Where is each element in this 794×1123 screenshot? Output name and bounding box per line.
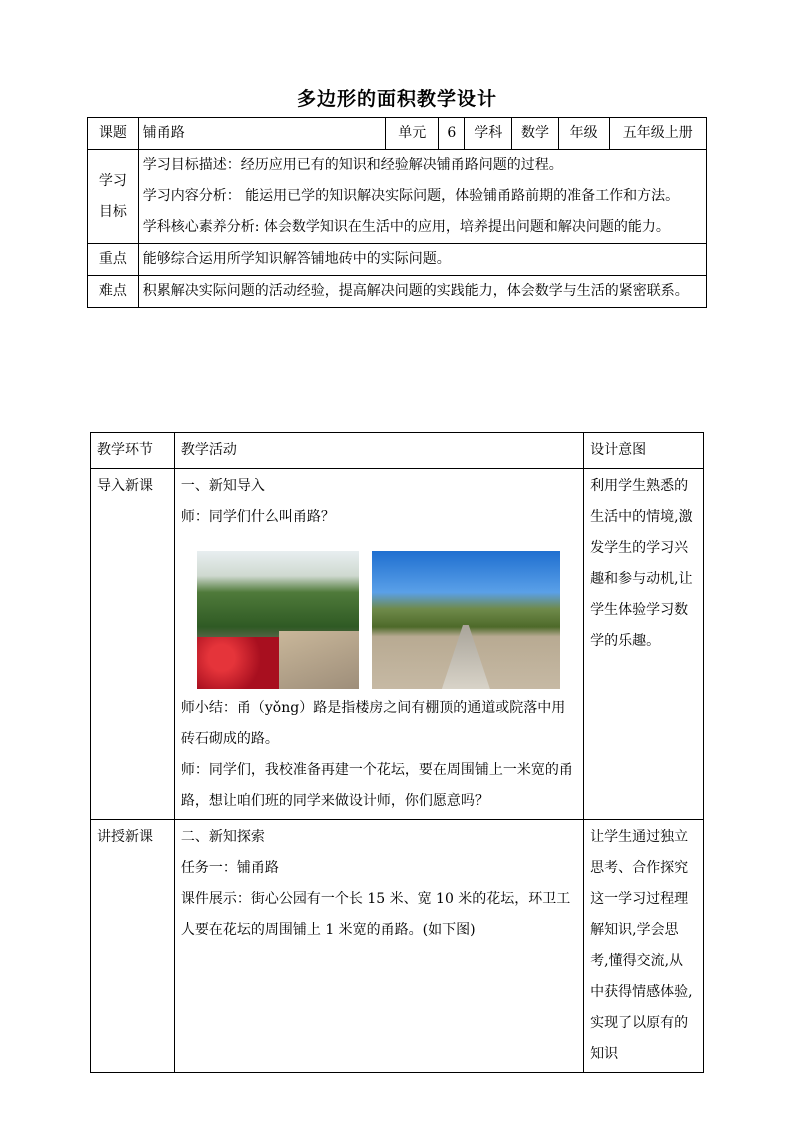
goals-label [88, 150, 139, 244]
intro-question: 师：同学们什么叫甬路？ [180, 509, 335, 525]
subject-label: 学科 [465, 118, 512, 150]
photo-group [181, 541, 577, 693]
paved-path-photo [372, 551, 560, 689]
stage-new: 讲授新课 [91, 820, 175, 1073]
difficulty-value: 积累解决实际问题的活动经验，提高解决问题的实践能力，体会数学与生活的紧密联系。 [138, 276, 706, 308]
street-flowerbed-photo [197, 551, 359, 689]
sidewalk-shape [279, 631, 359, 689]
red-flowers-shape [197, 637, 279, 689]
new-heading: 二、新知探索 [180, 829, 265, 845]
grade-value: 五年级上册 [609, 118, 706, 150]
goal-content-analysis: 学习内容分析： 能运用已学的知识解决实际问题，体验铺甬路前期的准备工作和方法。 [142, 188, 680, 204]
stage-intro: 导入新课 [91, 469, 175, 820]
intent-new: 让学生通过独立思考、合作探究这一学习过程理解知识,学会思考,懂得交流,从中获得情感体验,实现了以原有的知识 [584, 820, 704, 1073]
goals-label-line1: 学习 [98, 172, 127, 189]
intro-task: 师：同学们，我校准备再建一个花坛，要在周围铺上一米宽的甬路，想让咱们班的同学来做设计师，你们愿意吗？ [180, 762, 573, 809]
goal-description: 学习目标描述：经历应用已有的知识和经验解决铺甬路问题的过程。 [142, 157, 563, 173]
header-stage: 教学环节 [91, 433, 175, 469]
intent-intro: 利用学生熟悉的生活中的情境,激发学生的学习兴趣和参与动机,让学生体验学习数学的乐趣。 [584, 469, 704, 820]
intro-summary: 师小结：甬（yǒng）路是指楼房之间有棚顶的通道或院落中用砖石砌成的路。 [180, 700, 566, 747]
lesson-info-table [87, 117, 707, 308]
teaching-activities-table [90, 432, 704, 1073]
goals-content [138, 150, 706, 244]
goal-core-literacy: 学科核心素养分析: 体会数学知识在生活中的应用，培养提出问题和解决问题的能力。 [142, 219, 670, 235]
difficulty-label: 难点 [88, 276, 139, 308]
activity-new [174, 820, 583, 1073]
key-value: 能够综合运用所学知识解答铺地砖中的实际问题。 [138, 244, 706, 276]
key-label: 重点 [88, 244, 139, 276]
document-title: 多边形的面积教学设计 [296, 88, 497, 110]
goals-label-line2: 目标 [98, 203, 127, 220]
activity-intro [174, 469, 583, 820]
paved-path-shape [442, 625, 490, 689]
new-task: 任务一：铺甬路 [180, 860, 279, 876]
topic-value: 铺甬路 [138, 118, 386, 150]
unit-label: 单元 [386, 118, 439, 150]
new-courseware: 课件展示：街心公园有一个长 15 米、宽 10 米的花坛，环卫工人要在花坛的周围铺上 1 米宽的甬路。(如下图) [180, 891, 571, 938]
unit-value: 6 [439, 118, 465, 150]
subject-value: 数学 [512, 118, 559, 150]
topic-label: 课题 [88, 118, 139, 150]
header-activity: 教学活动 [174, 433, 583, 469]
header-intent: 设计意图 [584, 433, 704, 469]
intro-heading: 一、新知导入 [180, 478, 265, 494]
grade-label: 年级 [558, 118, 609, 150]
